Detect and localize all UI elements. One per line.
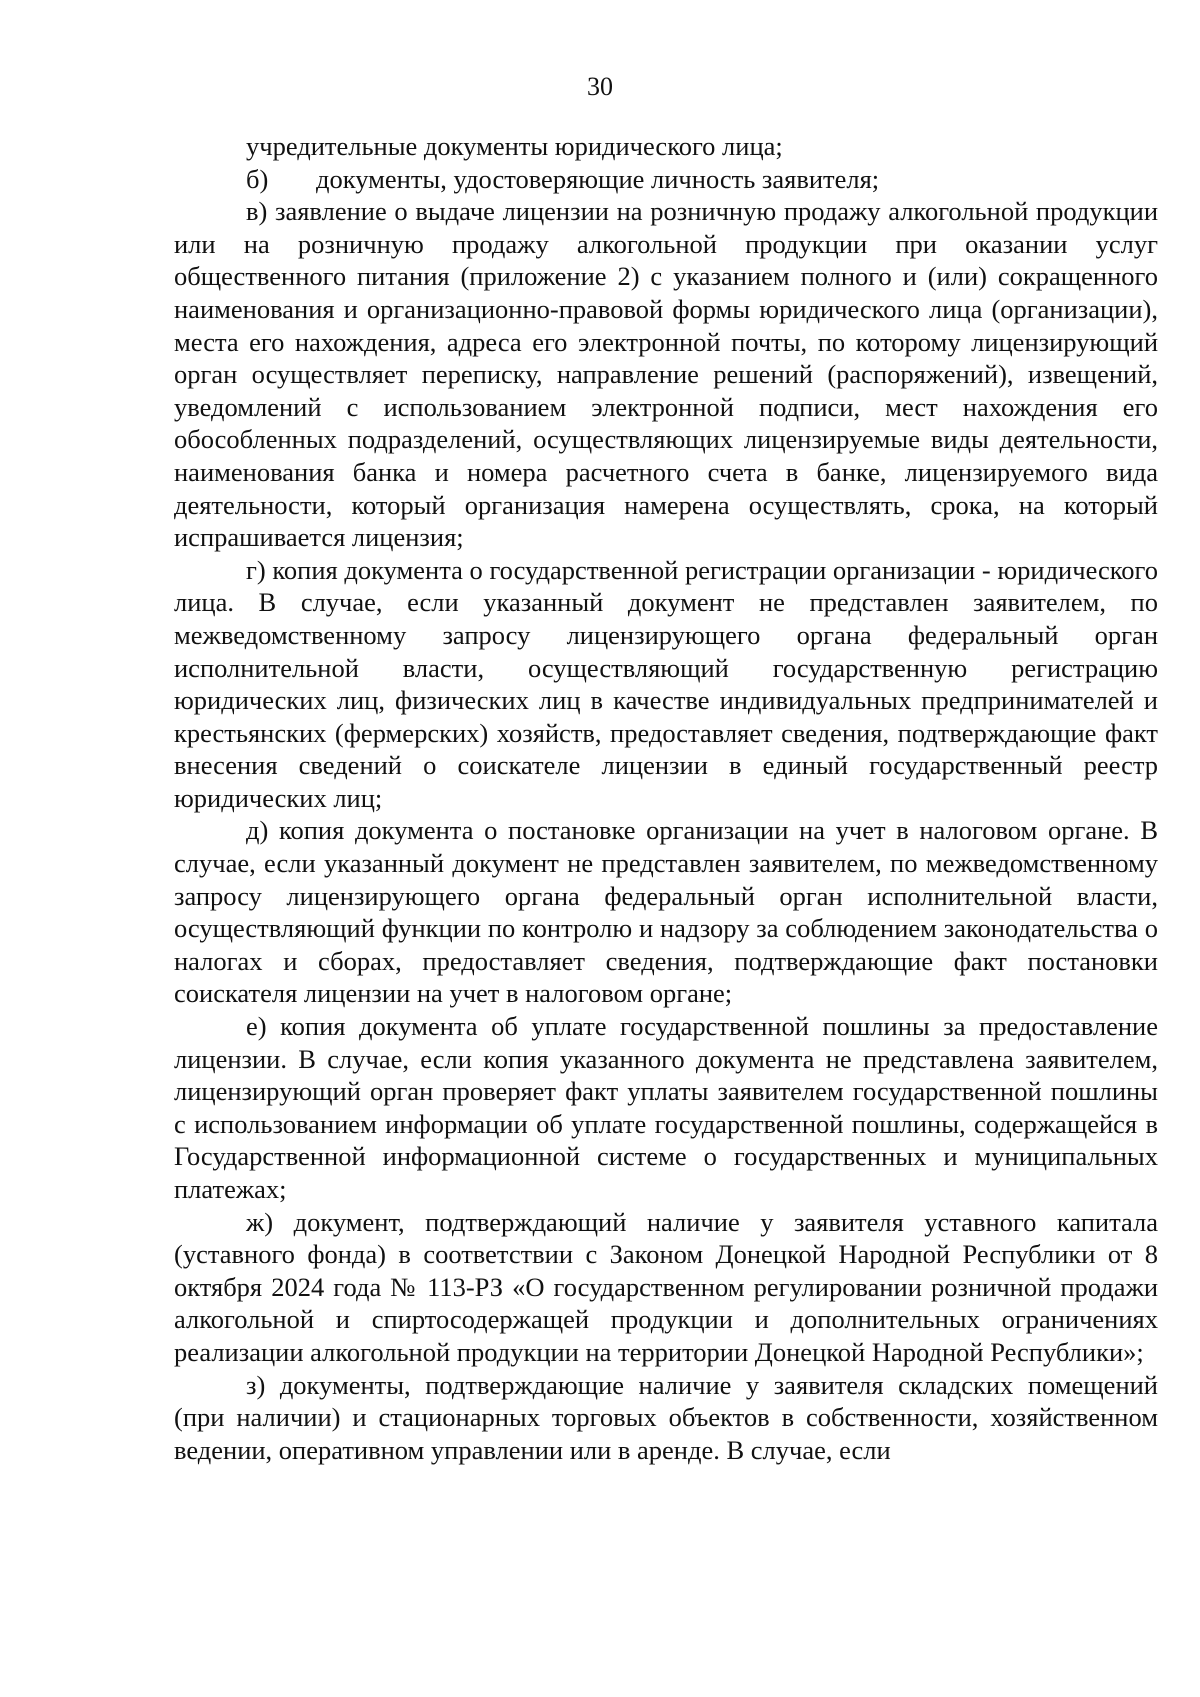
list-item-b bbox=[174, 163, 1158, 196]
document-body bbox=[174, 130, 1158, 1466]
paragraph-founding-documents: учредительные документы юридического лица; bbox=[246, 131, 783, 161]
paragraph-item-v: в) заявление о выдаче лицензии на розничную продажу алкогольной продукции или на розничную продажу алкогольной продукции при оказании услуг общественного питания (приложение 2) с указанием полного и (или) сокращенного наименования и организационно-правовой формы юридического лица (организации), места его нахождения, адреса его электронной почты, по которому лицензирующий орган осуществляет переписку, направление решений (распоряжений), извещений, уведомлений с использованием электронной подписи, мест нахождения его обособленных подразделений, осуществляющих лицензируемые виды деятельности, наименования банка и номера расчетного счета в банке, лицензируемого вида деятельности, который организация намерена осуществлять, срока, на который испрашивается лицензия; bbox=[174, 196, 1158, 553]
paragraph-item-g: г) копия документа о государственной регистрации организации - юридического лица. В случае, если указанный документ не представлен заявителем, по межведомственному запросу лицензирующего органа федеральный орган исполнительной власти, осуществляющий государственную регистрацию юридических лиц, физических лиц в качестве индивидуальных предпринимателей и крестьянских (фермерских) хозяйств, предоставляет сведения, подтверждающие факт внесения сведений о соискателе лицензии в единый государственный реестр юридических лиц; bbox=[174, 554, 1158, 813]
list-item-b-marker: б) bbox=[246, 163, 269, 194]
paragraph-item-z: з) документы, подтверждающие наличие у заявителя складских помещений (при наличии) и стационарных торговых объектов в собственности, хозяйственном ведении, оперативном управлении или в аренде. В случае, если bbox=[174, 1369, 1158, 1465]
paragraph-item-e: е) копия документа об уплате государственной пошлины за предоставление лицензии. В случае, если копия указанного документа не представлена заявителем, лицензирующий орган проверяет факт уплаты заявителем государственной пошлины с использованием информации об уплате государственной пошлины, содержащейся в Государственной информационной системе о государственных и муниципальных платежах; bbox=[174, 1011, 1158, 1204]
list-item-b-text: документы, удостоверяющие личность заявителя; bbox=[316, 163, 880, 194]
page-number: 30 bbox=[587, 72, 613, 101]
paragraph-item-zh: ж) документ, подтверждающий наличие у заявителя уставного капитала (уставного фонда) в соответствии с Законом Донецкой Народной Республики от 8 октября 2024 года № 113-РЗ «О государственном регулировании розничной продажи алкогольной и спиртосодержащей продукции и дополнительных ограничениях реализации алкогольной продукции на территории Донецкой Народной Республики»; bbox=[174, 1206, 1158, 1367]
paragraph-item-d: д) копия документа о постановке организации на учет в налоговом органе. В случае, если указанный документ не представлен заявителем, по межведомственному запросу лицензирующего органа федеральный орган исполнительной власти, осуществляющий функции по контролю и надзору за соблюдением законодательства о налогах и сборах, предоставляет сведения, подтверждающие факт постановки соискателя лицензии на учет в налоговом органе; bbox=[174, 815, 1158, 1009]
